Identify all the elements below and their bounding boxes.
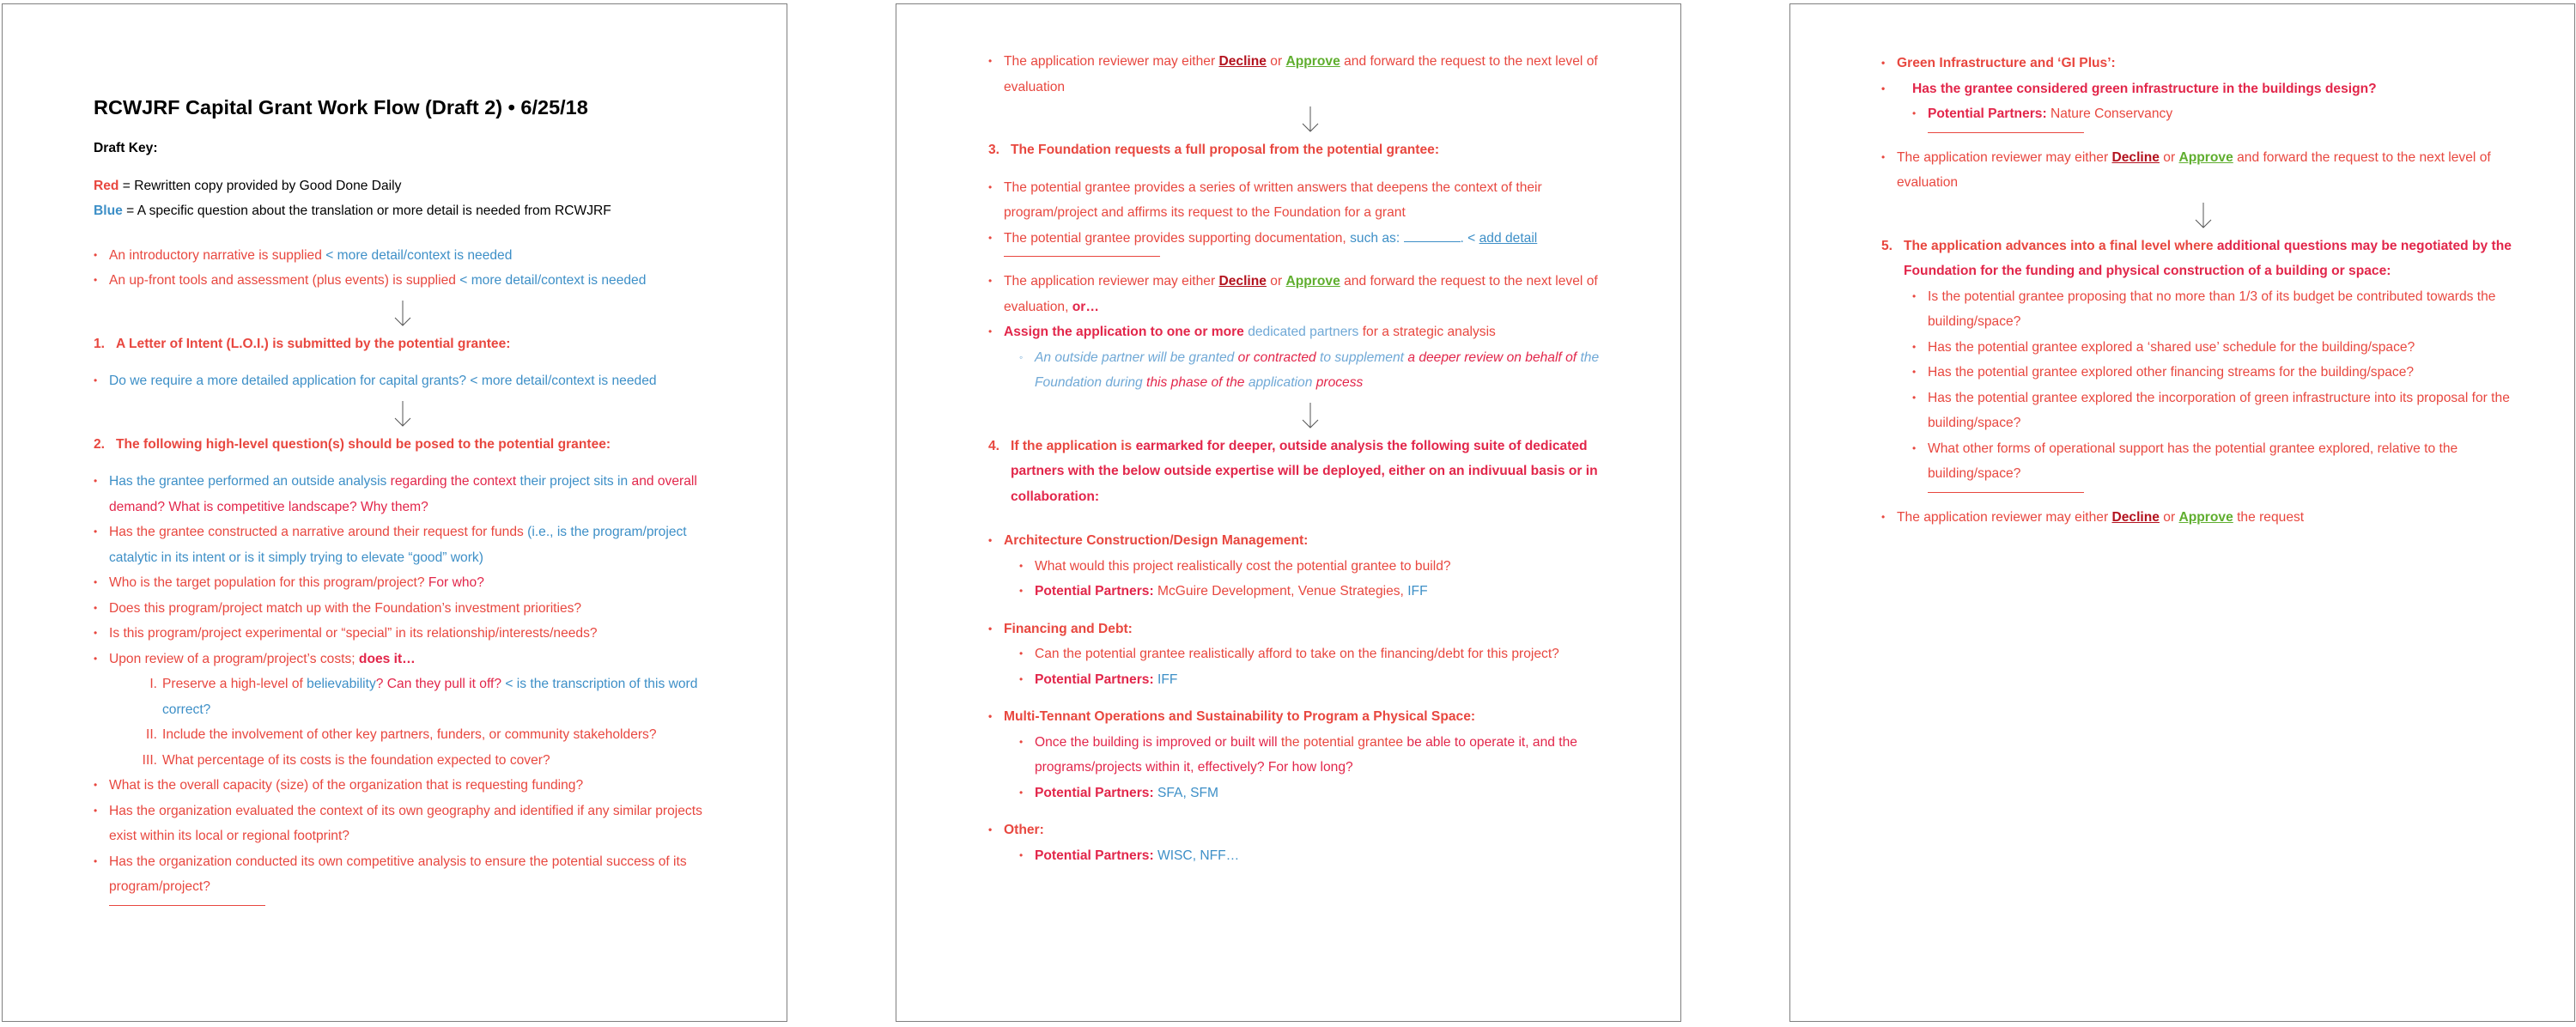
intro-list — [94, 243, 712, 294]
list-item: ◦ An outside partner will be granted or contracted to supplement a deeper review on behalf of the Foundation during this phase of the application process — [1019, 345, 1632, 396]
list-item: • An introductory narrative is supplied < more detail/context is needed — [94, 243, 712, 269]
down-arrow-icon — [988, 396, 1632, 434]
section-2-list-cont — [94, 773, 712, 900]
list-item: • Potential Partners: WISC, NFF… — [1019, 843, 1632, 869]
document-page-1 — [2, 3, 787, 1022]
list-item: • Potential Partners: SFA, SFM — [1019, 781, 1632, 806]
document-title: RCWJRF Capital Grant Work Flow (Draft 2) • 6/25/18 — [94, 96, 588, 118]
gi-sublist — [1881, 101, 2525, 127]
expertise-list-mt — [988, 704, 1632, 730]
cost-review-sublist — [94, 672, 712, 773]
divider — [109, 905, 265, 906]
list-item: • Assign the application to one or more dedicated partners for a strategic analysis — [988, 319, 1632, 345]
list-item: II. Include the involvement of other key partners, funders, or community stakeholders? — [146, 727, 657, 742]
page-2-content — [988, 49, 1632, 868]
section-2-heading: 2. The following high-level question(s) should be posed to the potential grantee: — [94, 436, 611, 452]
list-item: • What other forms of operational support has the potential grantee explored, relative to the building/space? — [1912, 436, 2525, 487]
list-item: • Can the potential grantee realistically afford to take on the financing/debt for this project? — [1019, 641, 1632, 667]
final-review-list — [1881, 505, 2525, 531]
section-4-heading: 4. If the application is earmarked for deeper, outside analysis the following suite of dedicated partners with the below outside expertise will be deployed, either on an indivuual basis or in collaboration: — [988, 438, 1598, 504]
list-item: • An up-front tools and assessment (plus events) is supplied < more detail/context is needed — [94, 268, 712, 294]
key-blue-line: Blue = A specific question about the translation or more detail is needed from RCWJRF — [94, 204, 611, 218]
list-item: • The application reviewer may either Decline or Approve and forward the request to the next level of evaluation, or… — [988, 269, 1632, 319]
list-item: • Other: — [988, 817, 1632, 843]
down-arrow-icon — [94, 394, 712, 432]
section-1-heading: 1. A Letter of Intent (L.O.I.) is submitted by the potential grantee: — [94, 336, 511, 351]
list-item: • Green Infrastructure and ‘GI Plus’: — [1881, 51, 2525, 76]
list-item: • Architecture Construction/Design Management: — [988, 528, 1632, 554]
list-item: • Is this program/project experimental or “special” in its relationship/interests/needs? — [94, 621, 712, 647]
list-item: • Does this program/project match up with the Foundation’s investment priorities? — [94, 596, 712, 622]
expertise-list-other — [988, 817, 1632, 843]
review-step-list — [988, 49, 1632, 100]
list-item: • Has the organization conducted its own competitive analysis to ensure the potential success of its program/project? — [94, 849, 712, 900]
document-page-2 — [896, 3, 1681, 1022]
list-item: • What would this project realistically cost the potential grantee to build? — [1019, 554, 1632, 580]
list-item: • Financing and Debt: — [988, 617, 1632, 642]
assign-sublist — [988, 345, 1632, 396]
down-arrow-icon — [988, 100, 1632, 137]
list-item: • The application reviewer may either Decline or Approve the request — [1881, 505, 2525, 531]
arch-sublist — [988, 554, 1632, 605]
list-item: • Once the building is improved or built will the potential grantee be able to operate it, and the programs/projects within it, effectively? For how long? — [1019, 730, 1632, 781]
final-questions-list — [1881, 284, 2525, 487]
document-page-3 — [1789, 3, 2575, 1022]
list-item: • What is the overall capacity (size) of the organization that is requesting funding? — [94, 773, 712, 799]
add-detail-link[interactable]: add detail — [1479, 230, 1538, 246]
list-item: • The application reviewer may either Decline or Approve and forward the request to the next level of evaluation — [1881, 145, 2525, 196]
list-item: • Has the organization evaluated the context of its own geography and identified if any similar projects exist within its local or regional footprint? — [94, 799, 712, 849]
list-item: • Is the potential grantee proposing that no more than 1/3 of its budget be contributed towards the building/space? — [1912, 284, 2525, 335]
list-item: • Do we require a more detailed application for capital grants? < more detail/context is needed — [94, 368, 712, 394]
section-2-list — [94, 469, 712, 672]
section-3-heading: 3. The Foundation requests a full proposal from the potential grantee: — [988, 143, 1440, 157]
list-item: • Has the grantee constructed a narrative around their request for funds (i.e., is the program/project catalytic in its intent or is it simply trying to elevate “good” work) — [94, 520, 712, 570]
list-item: • Has the potential grantee explored a ‘shared use’ schedule for the building/space? — [1912, 335, 2525, 361]
key-red-line: Red = Rewritten copy provided by Good Done Daily — [94, 178, 402, 193]
mt-sublist — [988, 730, 1632, 806]
list-item: • Potential Partners: Nature Conservancy — [1912, 101, 2525, 127]
down-arrow-icon — [94, 294, 712, 331]
list-item: • Has the potential grantee explored the incorporation of green infrastructure into its proposal for the building/space? — [1912, 386, 2525, 436]
list-item: I. Preserve a high-level of believability? Can they pull it off? < is the transcription of this word correct? — [149, 677, 698, 717]
list-item: • Upon review of a program/project’s costs; does it… — [94, 647, 712, 672]
page-3-content — [1881, 51, 2525, 530]
list-item: • Has the grantee considered green infrastructure in the buildings design? — [1881, 76, 2525, 102]
section-5-heading: 5. The application advances into a final level where additional questions may be negotiated by the Foundation for the funding and physical construction of a building or space: — [1881, 238, 2512, 278]
draft-key-heading: Draft Key: — [94, 141, 158, 155]
review-step-2-list — [988, 269, 1632, 345]
list-item: • Potential Partners: McGuire Development, Venue Strategies, IFF — [1019, 579, 1632, 605]
gi-list — [1881, 51, 2525, 101]
list-item: III. What percentage of its costs is the foundation expected to cover? — [142, 752, 550, 768]
fin-sublist — [988, 641, 1632, 692]
list-item: • Has the potential grantee explored other financing streams for the building/space? — [1912, 360, 2525, 386]
list-item: • The potential grantee provides a series of written answers that deepens the context of their program/project and affirms its request to the Foundation for a grant — [988, 175, 1632, 226]
expertise-list — [988, 528, 1632, 554]
list-item: • Multi-Tennant Operations and Sustainability to Program a Physical Space: — [988, 704, 1632, 730]
page-1-content — [94, 47, 712, 906]
list-item: • Who is the target population for this program/project? For who? — [94, 570, 712, 596]
list-item: • Has the grantee performed an outside analysis regarding the context their project sits in and overall demand? What is competitive landscape? Why them? — [94, 469, 712, 520]
expertise-list-fin — [988, 617, 1632, 642]
other-sublist — [988, 843, 1632, 869]
review-step-3-list — [1881, 145, 2525, 196]
list-item: • The application reviewer may either Decline or Approve and forward the request to the next level of evaluation — [988, 49, 1632, 100]
down-arrow-icon — [1881, 196, 2525, 234]
section-1-list — [94, 368, 712, 394]
list-item: • The potential grantee provides supporting documentation, such as: . < add detail — [988, 226, 1632, 252]
section-3-list — [988, 175, 1632, 252]
list-item: • Potential Partners: IFF — [1019, 667, 1632, 693]
